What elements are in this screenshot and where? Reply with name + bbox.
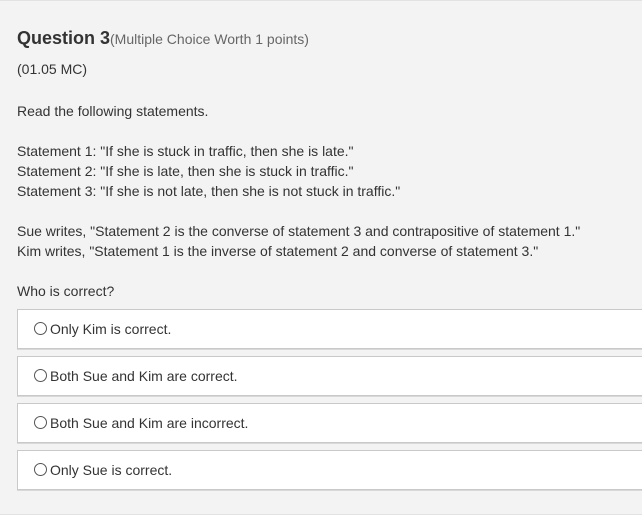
question-title: Question 3 — [17, 28, 111, 48]
sue-claim: Sue writes, "Statement 2 is the converse of statement 3 and contrapositive of statement 1." — [17, 223, 581, 239]
question-prompt: Who is correct? — [17, 283, 115, 299]
answer-option-3[interactable] — [17, 403, 642, 443]
question-code: (01.05 MC) — [17, 61, 88, 77]
statement-3: Statement 3: "If she is not late, then she is not stuck in traffic." — [17, 183, 401, 199]
answer-option-1[interactable] — [17, 309, 642, 349]
radio-button[interactable] — [34, 463, 47, 476]
statement-2: Statement 2: "If she is late, then she is stuck in traffic." — [17, 163, 354, 179]
answer-option-label: Only Sue is correct. — [50, 462, 173, 478]
answer-option-label: Both Sue and Kim are incorrect. — [50, 415, 249, 431]
question-body — [17, 101, 580, 301]
radio-button[interactable] — [34, 416, 47, 429]
question-intro: Read the following statements. — [17, 103, 209, 119]
answer-option-4[interactable] — [17, 450, 642, 490]
radio-button[interactable] — [34, 369, 47, 382]
question-worth: (Multiple Choice Worth 1 points) — [110, 31, 309, 47]
question-header — [17, 28, 309, 49]
kim-claim: Kim writes, "Statement 1 is the inverse of statement 2 and converse of statement 3." — [17, 243, 539, 259]
answer-option-2[interactable] — [17, 356, 642, 396]
answer-option-label: Both Sue and Kim are correct. — [50, 368, 238, 384]
statement-1: Statement 1: "If she is stuck in traffic, then she is late." — [17, 143, 354, 159]
answer-option-label: Only Kim is correct. — [50, 321, 172, 337]
radio-button[interactable] — [34, 322, 47, 335]
